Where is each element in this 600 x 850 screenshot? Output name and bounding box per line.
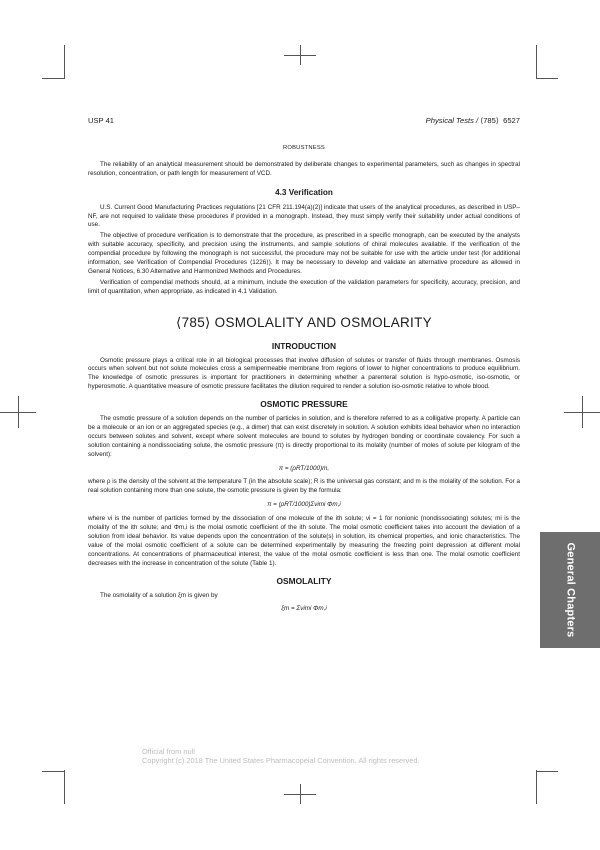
osmotic-pressure-heading: OSMOTIC PRESSURE	[260, 399, 348, 410]
crop-mark	[536, 771, 558, 772]
equation-osmolality: ξm = Σνimi Φm,i	[281, 605, 327, 613]
introduction-paragraph: Osmotic pressure plays a critical role in all biological processes that involve diffusion of solutes or transfer of fluids through membranes. Osmosis occurs when solvent but not solute molecules cross a semipermeable membrane from regions of lower to higher concentrations to produce equilibrium. The knowledge of osmotic pressures is important for practitioners in determining whether a parenteral solution is hypo-osmotic, iso-osmotic, or hyperosmotic. A quantitative measure of osmotic pressure facilitates the dilution required to render a solution iso-osmotic relative to whole blood.	[88, 356, 520, 391]
running-head-right: Physical Tests / ⟨785⟩ 6527	[425, 116, 520, 125]
crop-mark	[536, 770, 537, 804]
osmotic-pressure-paragraph-2: where ρ is the density of the solvent at the temperature T (in the absolute scale); R is the universal gas constant; and m is the molality of the solution. For a real solution containing more than one solute, the osmotic pressure is given by the formula:	[88, 478, 520, 495]
crop-mark	[284, 55, 316, 56]
crop-mark	[64, 770, 65, 804]
robustness-heading: ROBUSTNESS	[283, 145, 325, 151]
running-head-left: USP 41	[88, 116, 115, 125]
crop-mark	[284, 794, 316, 795]
general-chapters-tab	[540, 532, 600, 648]
crop-mark	[536, 78, 558, 79]
osmotic-pressure-paragraph-1: The osmotic pressure of a solution depends on the number of particles in solution, and is therefore referred to as a colligative property. A particle can be a molecule or an ion or an aggregated species (e.g., a dimer) that can exist discretely in solution. A solution exhibits ideal behavior when no interaction occurs between solutes and solvent, except where solvent molecules are bound to solutes by hydrogen bonding or coordinate covalency. For such a solution containing a nondissociating solute, the osmotic pressure (π) is directly proportional to its molality (number of moles of solute per kilogram of the solvent):	[88, 415, 520, 458]
watermark-line-1: Official from null	[142, 747, 195, 756]
crop-mark	[536, 45, 537, 79]
copyright-watermark	[142, 747, 420, 765]
crop-mark	[42, 78, 64, 79]
watermark-line-2: Copyright (c) 2018 The United States Pharmacopeial Convention. All rights reserved.	[142, 756, 420, 765]
running-head	[88, 116, 520, 125]
osmotic-pressure-paragraph-3: where νi is the number of particles formed by the dissociation of one molecule of the ith solute; νi = 1 for nonionic (nondissociating) solutes; mi is the molality of the ith solute; and Φm,i is the molal osmotic coefficient of the ith solute. The molal osmotic coefficient takes into account the deviation of a solution from ideal behavior. Its value depends upon the concentration of the solute(s) in solution, its chemical properties, and ionic characteristics. The value of the molal osmotic coefficient of a solute can be determined experimentally by measuring the freezing point depression at different molal concentrations. At concentrations of pharmaceutical interest, the value of the molal osmotic coefficient is less than one. The molal osmotic coefficient decreases with the increase in concentration of the solute (Table 1).	[88, 515, 520, 567]
verification-paragraph-3: Verification of compendial methods should, at a minimum, include the execution of the validation parameters for specificity, accuracy, precision, and limit of quantitation, when appropriate, as indicated in 4.1 Validation.	[88, 278, 520, 295]
crop-mark	[582, 396, 583, 428]
chapter-title: ⟨785⟩ OSMOLALITY AND OSMOLARITY	[176, 314, 432, 330]
equation-osmotic-pressure-real: π = (ρRT/1000)Σνimi Φm,i	[267, 501, 341, 509]
osmolality-paragraph: The osmolality of a solution ξm is given by	[100, 591, 218, 599]
page-content	[88, 140, 520, 619]
introduction-heading: INTRODUCTION	[271, 340, 337, 351]
general-chapters-tab-label: General Chapters	[564, 542, 576, 638]
robustness-paragraph: The reliability of an analytical measurement should be demonstrated by deliberate changes to experimental parameters, such as changes in spectral resolution, concentration, or path length for measurement of VCD.	[88, 160, 520, 177]
verification-paragraph-2: The objective of procedure verification is to demonstrate that the procedure, as prescribed in a specific monograph, can be executed by the analysts with suitable accuracy, specificity, and precision using the instruments, and sample solutions of chiral molecules available. If the verification of the compendial procedure by following the monograph is not successful, the procedure may not be suitable for use with the article under test (for additional information, see Verification of Compendial Procedures ⟨1226⟩). It may be necessary to develop and validate an alternative procedure as allowed in General Notices, 6.30 Alternative and Harmonized Methods and Procedures.	[88, 232, 520, 275]
crop-mark	[18, 396, 19, 428]
equation-osmotic-pressure-ideal: π = (ρRT/1000)m,	[278, 464, 330, 472]
crop-mark	[64, 45, 65, 79]
verification-paragraph-1: U.S. Current Good Manufacturing Practices regulations [21 CFR 211.194(a)(2)] indicate that users of the analytical procedures, as described in USP–NF, are not required to validate these procedures if provided in a monograph. Instead, they must simply verify their suitability under actual conditions of use.	[88, 203, 520, 229]
crop-mark	[42, 771, 64, 772]
osmolality-heading: OSMOLALITY	[276, 575, 332, 586]
page-number: 6527	[503, 116, 520, 125]
verification-heading: 4.3 Verification	[275, 187, 333, 197]
